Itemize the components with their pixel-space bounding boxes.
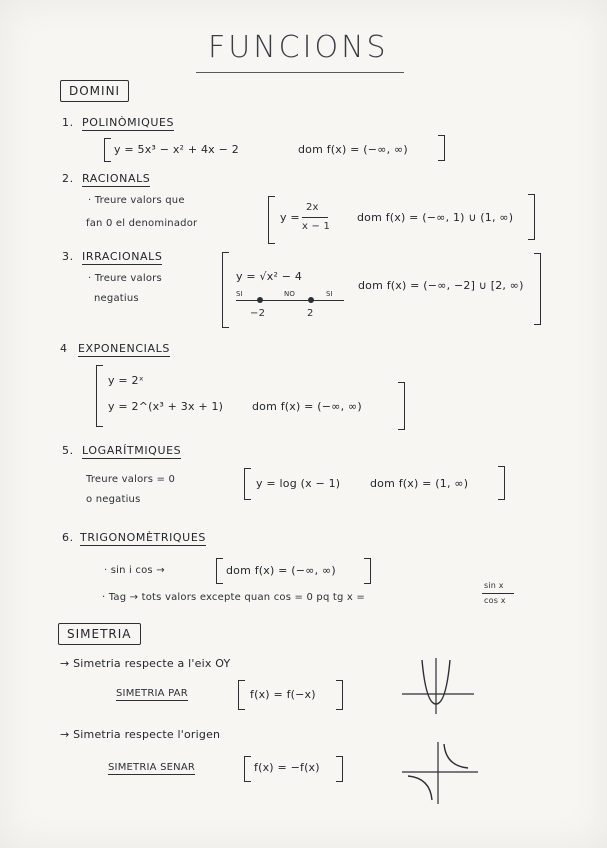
item-5-domain: dom f(x) = (1, ∞) — [370, 477, 469, 490]
item-2-numerator: 2x — [306, 202, 319, 213]
symmetry-oy-line: → Simetria respecte a l'eix OY — [60, 657, 231, 670]
section-label-simetria: SIMETRIA — [58, 623, 141, 645]
item-4-number: 4 — [60, 342, 68, 355]
item-3-note-line1: · Treure valors — [88, 273, 162, 284]
item-3-tick-right: 2 — [307, 308, 314, 319]
item-6-fraction-denominator: cos x — [484, 596, 506, 605]
item-4-formula-1: y = 2ˣ — [108, 374, 144, 387]
item-4-bracket-left — [96, 365, 103, 427]
item-6-bracket-left — [216, 558, 223, 584]
item-2-bracket-left — [268, 196, 275, 244]
odd-function-graph-icon — [400, 738, 480, 808]
title-underline — [196, 72, 404, 73]
item-5-note-line2: o negatius — [86, 494, 141, 505]
item-1-formula: y = 5x³ − x² + 4x − 2 — [114, 143, 239, 156]
item-6-line1-text: · sin i cos → — [104, 565, 165, 576]
item-1-number: 1. — [62, 116, 74, 129]
item-6-number: 6. — [62, 531, 74, 544]
item-2-bracket-right — [528, 194, 535, 240]
item-1-bracket-right — [438, 135, 445, 161]
symmetry-odd-bracket-left — [244, 756, 251, 782]
item-2-denominator: x − 1 — [302, 221, 331, 232]
item-5-bracket-left — [244, 468, 251, 500]
symmetry-even-formula: f(x) = f(−x) — [250, 688, 316, 701]
item-3-note-line2: negatius — [94, 293, 139, 304]
item-5-formula: y = log (x − 1) — [256, 477, 341, 490]
item-3-label-si-right: SI — [326, 290, 333, 298]
item-1-heading: POLINÒMIQUES — [82, 116, 175, 129]
item-2-domain: dom f(x) = (−∞, 1) ∪ (1, ∞) — [357, 211, 514, 224]
symmetry-even-bracket-left — [238, 680, 245, 710]
symmetry-even-name: SIMETRIA PAR — [116, 688, 188, 699]
item-3-bracket-left — [222, 252, 229, 328]
item-6-fraction-bar — [482, 593, 514, 594]
item-3-tick-left: −2 — [250, 308, 266, 319]
item-4-heading: EXPONENCIALS — [78, 342, 170, 355]
item-3-label-no: NO — [284, 290, 296, 298]
symmetry-origin-line: → Simetria respecte l'origen — [60, 728, 221, 741]
item-2-note-line2: fan 0 el denominador — [86, 218, 198, 229]
symmetry-even-bracket-right — [336, 680, 343, 710]
item-2-heading: RACIONALS — [82, 172, 151, 185]
item-3-bracket-right — [534, 253, 541, 325]
item-5-note-line1: Treure valors = 0 — [86, 474, 176, 485]
item-6-bracket-right — [364, 558, 371, 584]
symmetry-odd-formula: f(x) = −f(x) — [254, 761, 320, 774]
item-2-number: 2. — [62, 172, 74, 185]
item-3-number-line — [236, 300, 344, 301]
item-4-formula-2: y = 2^(x³ + 3x + 1) — [108, 400, 224, 413]
item-5-number: 5. — [62, 444, 74, 457]
even-function-graph-icon — [398, 656, 478, 716]
item-3-label-si-left: SI — [236, 290, 243, 298]
item-5-bracket-right — [498, 466, 505, 500]
item-2-note-line1: · Treure valors que — [88, 195, 185, 206]
item-3-number: 3. — [62, 250, 74, 263]
item-1-bracket-left — [104, 138, 111, 162]
item-2-y-label: y = — [280, 211, 300, 224]
item-6-domain: dom f(x) = (−∞, ∞) — [226, 564, 336, 577]
item-6-line2-text: · Tag → tots valors excepte quan cos = 0 pq tg x = — [102, 592, 366, 603]
item-3-heading: IRRACIONALS — [82, 250, 163, 263]
item-1-domain: dom f(x) = (−∞, ∞) — [298, 143, 408, 156]
item-3-domain: dom f(x) = (−∞, −2] ∪ [2, ∞) — [358, 279, 524, 292]
item-6-fraction-numerator: sin x — [484, 581, 504, 590]
symmetry-odd-name: SIMETRIA SENAR — [108, 762, 196, 773]
item-2-fraction-bar — [302, 217, 328, 218]
item-3-point-right — [308, 297, 314, 303]
item-4-bracket-right — [398, 382, 405, 430]
page-title: FUNCIONS — [208, 30, 389, 65]
section-label-domini: DOMINI — [60, 80, 129, 102]
symmetry-odd-bracket-right — [336, 756, 343, 782]
item-3-formula: y = √x² − 4 — [236, 270, 303, 283]
item-3-point-left — [257, 297, 263, 303]
item-4-domain: dom f(x) = (−∞, ∞) — [252, 400, 362, 413]
item-6-heading: TRIGONOMÈTRIQUES — [80, 531, 206, 544]
item-5-heading: LOGARÍTMIQUES — [82, 444, 182, 457]
